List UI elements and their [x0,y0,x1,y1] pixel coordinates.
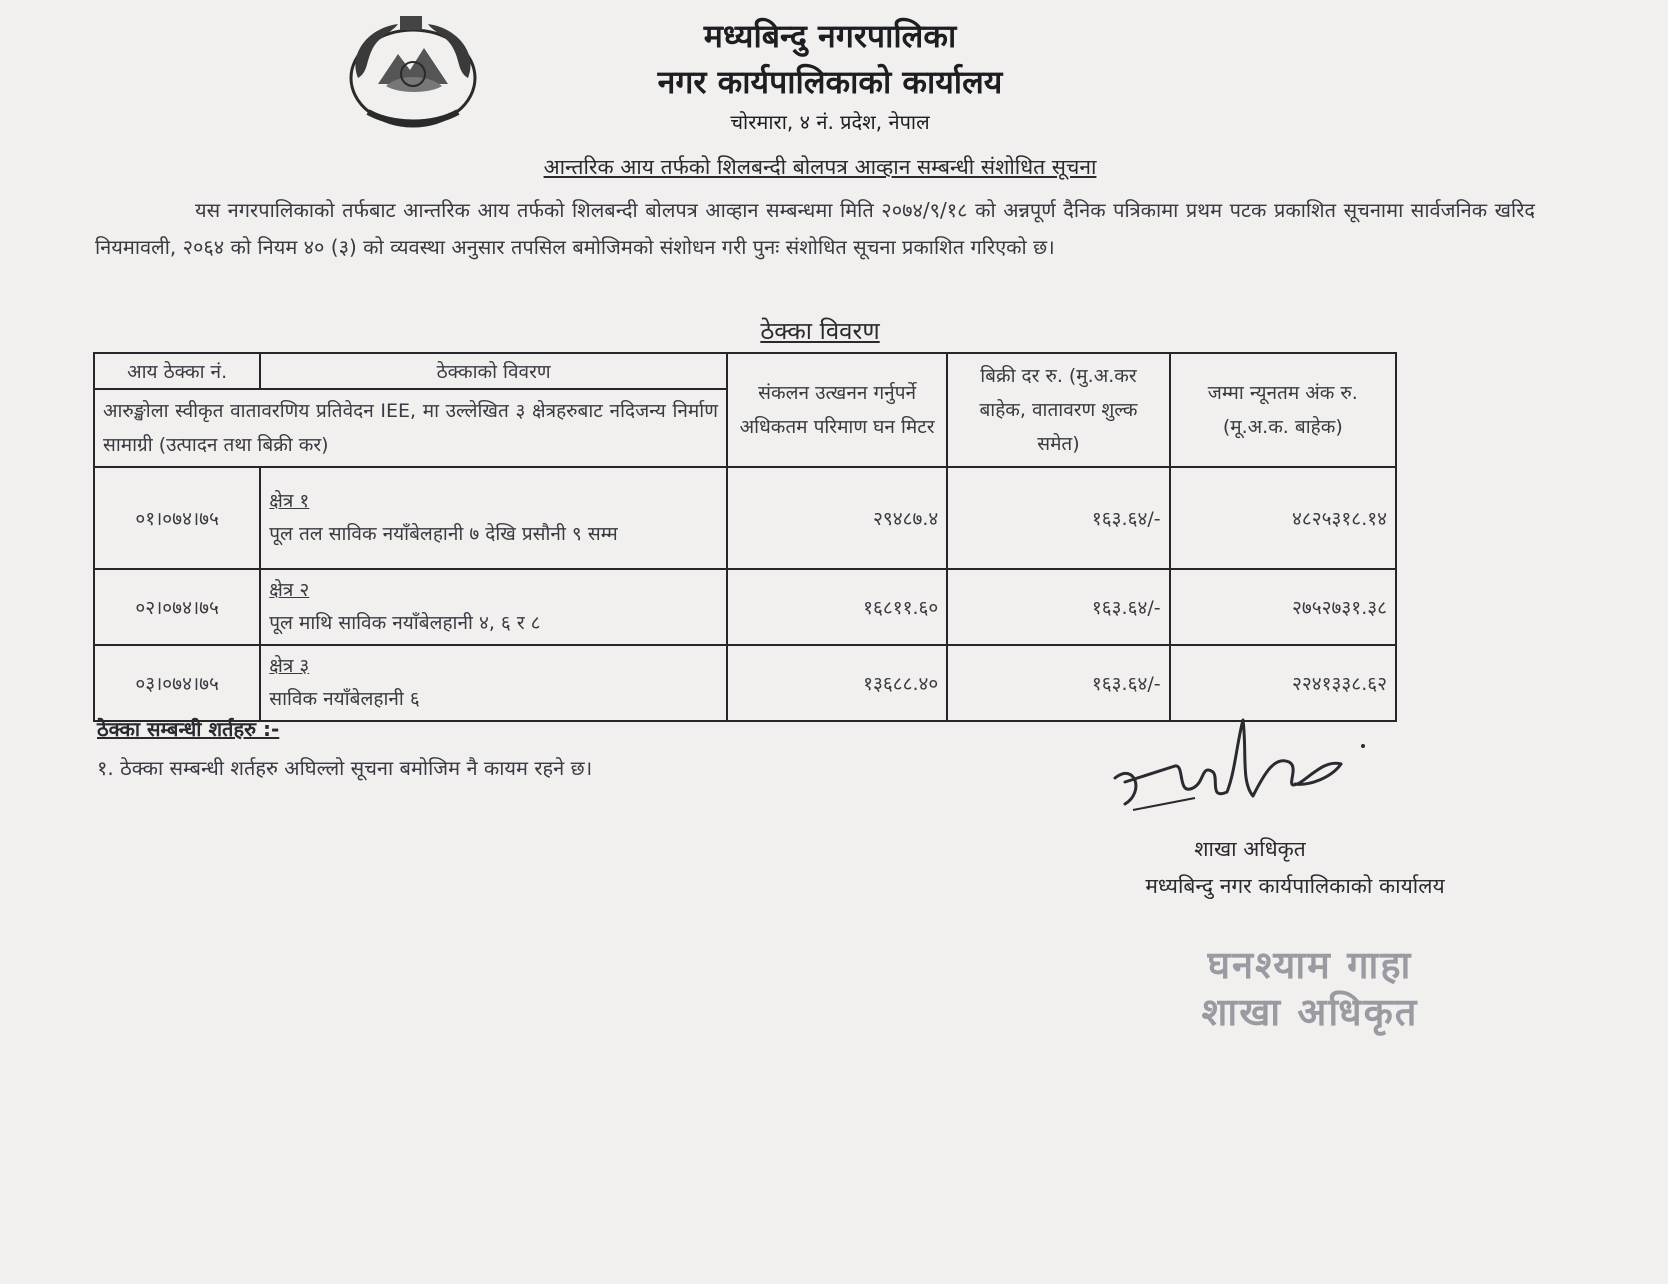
zone-description: पूल तल साविक नयाँबेलहानी ७ देखि प्रसौनी ९ सम्म [269,523,618,545]
signatory-role: शाखा अधिकृत [1194,837,1306,861]
zone-label: क्षेत्र १ [269,490,310,512]
quantity-value: १६८११.६० [727,569,947,645]
zone-description: पूल माथि साविक नयाँबेलहानी ४, ६ र ८ [269,612,541,634]
table-row [94,645,1396,721]
zone-description: साविक नयाँबेलहानी ६ [269,688,420,710]
conditions-title: ठेक्का सम्बन्धी शर्तहरु :- [97,717,280,741]
table-row [94,467,1396,569]
subheader-description: आरुङ्खोला स्वीकृत वातावरणिय प्रतिवेदन IEE, मा उल्लेखित ३ क्षेत्रहरुबाट नदिजन्य निर्माण सामाग्री (उत्पादन तथा बिक्री कर) [94,389,727,467]
municipality-name: मध्यबिन्दु नगरपालिका [703,17,957,55]
stamp-name: घनश्याम गाहा [1207,943,1413,987]
total-value: २२४१३३८.६२ [1170,645,1396,721]
rate-value: १६३.६४/- [947,467,1169,569]
zone-label: क्षेत्र ३ [269,655,310,677]
contract-table [93,352,1397,722]
contract-description [260,467,727,569]
contract-no: ०१।०७४।७५ [94,467,260,569]
government-emblem-icon [338,14,488,132]
header-contract-no: आय ठेक्का नं. [94,353,260,389]
total-value: ४८२५३१८.१४ [1170,467,1396,569]
notice-title: आन्तरिक आय तर्फको शिलबन्दी बोलपत्र आव्हान सम्बन्धी संशोधित सूचना [543,155,1097,179]
table-header-row [94,353,1396,389]
header-rate: बिक्री दर रु. (मु.अ.कर बाहेक, वातावरण शुल्क समेत) [947,353,1169,467]
header-quantity: संकलन उत्खनन गर्नुपर्ने अधिकतम परिमाण घन मिटर [727,353,947,467]
quantity-value: १३६८८.४० [727,645,947,721]
contract-description [260,645,727,721]
header-description: ठेक्काको विवरण [260,353,727,389]
rate-value: १६३.६४/- [947,569,1169,645]
office-name: नगर कार्यपालिकाको कार्यालय [657,63,1003,101]
office-address: चोरमारा, ४ नं. प्रदेश, नेपाल [730,110,930,134]
total-value: २७५२७३१.३८ [1170,569,1396,645]
stamp-role: शाखा अधिकृत [1201,990,1419,1034]
header-total: जम्मा न्यूनतम अंक रु. (मू.अ.क. बाहेक) [1170,353,1396,467]
contract-description [260,569,727,645]
quantity-value: २९४८७.४ [727,467,947,569]
contract-no: ०३।०७४।७५ [94,645,260,721]
rate-value: १६३.६४/- [947,645,1169,721]
contract-section-title: ठेक्का विवरण [760,317,880,345]
signature-icon [1105,712,1375,822]
table-row [94,569,1396,645]
zone-label: क्षेत्र २ [269,579,310,601]
signatory-office: मध्यबिन्दु नगर कार्यपालिकाको कार्यालय [1145,874,1445,898]
condition-item: १. ठेक्का सम्बन्धी शर्तहरु अघिल्लो सूचना बमोजिम नै कायम रहने छ। [97,756,593,780]
notice-body: यस नगरपालिकाको तर्फबाट आन्तरिक आय तर्फको शिलबन्दी बोलपत्र आव्हान सम्बन्धमा मिति २०७४/९/१८ को अन्नपूर्ण दैनिक पत्रिकामा प्रथम पटक प्रकाशित सूचनामा सार्वजनिक खरिद नियमावली, २०६४ को नियम ४० (३) को व्यवस्था अनुसार तपसिल बमोजिमको संशोधन गरी पुनः संशोधित सूचना प्रकाशित गरिएको छ। [95,198,1535,259]
contract-no: ०२।०७४।७५ [94,569,260,645]
